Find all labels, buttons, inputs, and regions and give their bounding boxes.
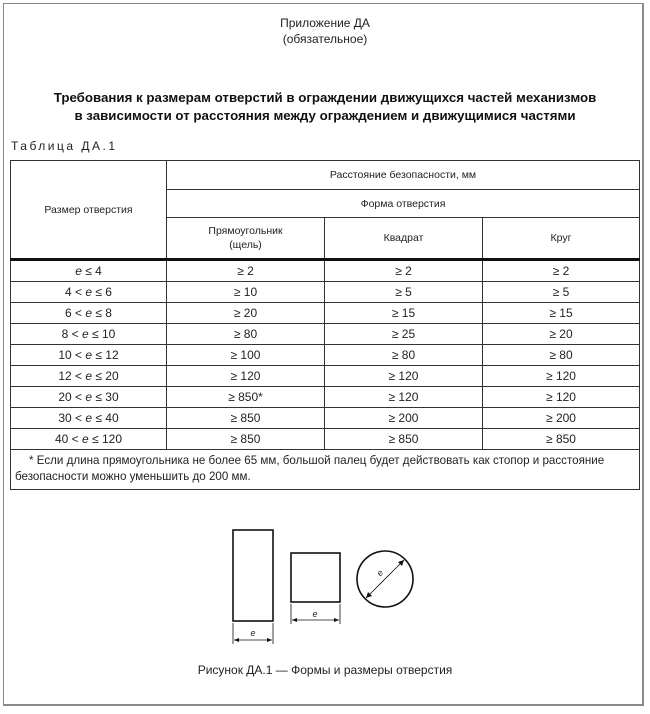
size-var: e xyxy=(85,285,93,299)
size-post: ≤ 30 xyxy=(92,390,119,404)
rect-distance-cell: ≥ 20 xyxy=(167,303,325,324)
size-pre: 20 < xyxy=(58,390,86,404)
circle-dimension-label: e xyxy=(374,567,386,579)
size-pre: 40 < xyxy=(55,432,83,446)
table-row xyxy=(11,387,640,408)
size-var: e xyxy=(82,432,89,446)
size-var: e xyxy=(85,390,93,404)
circle-distance-cell: ≥ 200 xyxy=(483,408,640,429)
header-opening-size: Размер отверстия xyxy=(11,161,167,260)
rect-distance-cell: ≥ 850 xyxy=(167,429,325,450)
header-square: Квадрат xyxy=(325,218,483,260)
square-distance-cell: ≥ 850 xyxy=(325,429,483,450)
square-distance-cell: ≥ 5 xyxy=(325,282,483,303)
circle-shape xyxy=(357,551,413,607)
opening-size-cell xyxy=(11,260,167,282)
circle-distance-cell: ≥ 15 xyxy=(483,303,640,324)
square-distance-cell: ≥ 120 xyxy=(325,366,483,387)
rect-distance-cell: ≥ 10 xyxy=(167,282,325,303)
opening-size-cell xyxy=(11,429,167,450)
table-row xyxy=(11,282,640,303)
header-opening-shape: Форма отверстия xyxy=(167,190,640,218)
circle-distance-cell: ≥ 2 xyxy=(483,260,640,282)
square-distance-cell: ≥ 2 xyxy=(325,260,483,282)
requirements-table xyxy=(10,160,640,490)
size-var: e xyxy=(85,348,93,362)
footnote xyxy=(11,450,640,490)
size-post: ≤ 6 xyxy=(92,285,112,299)
table-row xyxy=(11,303,640,324)
size-post: ≤ 20 xyxy=(92,369,119,383)
table-row xyxy=(11,408,640,429)
rect-distance-cell: ≥ 100 xyxy=(167,345,325,366)
size-post: ≤ 8 xyxy=(92,306,112,320)
footnote-row xyxy=(11,450,640,490)
header-safety-distance: Расстояние безопасности, мм xyxy=(167,161,640,190)
circle-distance-cell: ≥ 120 xyxy=(483,366,640,387)
appendix-subtitle: (обязательное) xyxy=(282,32,368,46)
size-pre: 30 < xyxy=(58,411,86,425)
square-shape xyxy=(291,553,340,624)
size-pre: 6 < xyxy=(65,306,86,320)
header-rectangle-line1: Прямоугольник xyxy=(208,225,283,237)
size-var: e xyxy=(85,306,93,320)
size-post: ≤ 4 xyxy=(81,264,102,278)
footnote-text: * Если длина прямоугольника не более 65 мм, большой палец будет действовать как стопор и расстояние безопасности можно уменьшить до 200 мм. xyxy=(15,454,605,483)
circle-distance-cell: ≥ 20 xyxy=(483,324,640,345)
square-distance-cell: ≥ 120 xyxy=(325,387,483,408)
square-distance-cell: ≥ 25 xyxy=(325,324,483,345)
header-rectangle xyxy=(167,218,325,260)
size-var: e xyxy=(75,264,82,278)
header-circle: Круг xyxy=(483,218,640,260)
size-var: e xyxy=(82,327,89,341)
opening-size-cell xyxy=(11,387,167,408)
header-rectangle-line2: (щель) xyxy=(229,239,262,251)
circle-distance-cell: ≥ 120 xyxy=(483,387,640,408)
rect-distance-cell: ≥ 850 xyxy=(167,408,325,429)
table-row xyxy=(11,260,640,282)
opening-size-cell xyxy=(11,345,167,366)
rect-distance-cell: ≥ 2 xyxy=(167,260,325,282)
square-dimension-label: e xyxy=(312,609,318,619)
table-row xyxy=(11,324,640,345)
rect-distance-cell: ≥ 850* xyxy=(167,387,325,408)
square-distance-cell: ≥ 200 xyxy=(325,408,483,429)
opening-shapes-figure xyxy=(225,525,425,650)
rect-distance-cell: ≥ 120 xyxy=(167,366,325,387)
size-post: ≤ 10 xyxy=(88,327,116,341)
table-row xyxy=(11,366,640,387)
opening-size-cell xyxy=(11,282,167,303)
circle-distance-cell: ≥ 850 xyxy=(483,429,640,450)
rectangle-shape xyxy=(233,530,273,644)
table-row xyxy=(11,345,640,366)
appendix-heading xyxy=(0,15,650,47)
circle-distance-cell: ≥ 80 xyxy=(483,345,640,366)
opening-size-cell xyxy=(11,324,167,345)
figure-caption: Рисунок ДА.1 — Формы и размеры отверстия xyxy=(197,663,453,677)
size-pre: 8 < xyxy=(61,327,83,341)
document-title xyxy=(0,89,650,125)
header-row-1 xyxy=(11,161,640,190)
opening-size-cell xyxy=(11,303,167,324)
opening-size-cell xyxy=(11,408,167,429)
square-distance-cell: ≥ 80 xyxy=(325,345,483,366)
opening-size-cell xyxy=(11,366,167,387)
size-pre: 4 < xyxy=(65,285,86,299)
size-var: e xyxy=(85,411,93,425)
size-post: ≤ 12 xyxy=(92,348,119,362)
document-title-line1: Требования к размерам отверстий в ограждении движущихся частей механизмов xyxy=(53,90,597,105)
rect-dimension-label: e xyxy=(250,628,256,638)
document-title-line2: в зависимости от расстояния между ограждением и движущимися частями xyxy=(74,108,576,123)
size-var: e xyxy=(85,369,93,383)
appendix-title: Приложение ДА xyxy=(280,16,370,30)
table-label: Таблица ДА.1 xyxy=(11,139,118,153)
size-pre: 10 < xyxy=(58,348,86,362)
size-pre: 12 < xyxy=(58,369,86,383)
circle-distance-cell: ≥ 5 xyxy=(483,282,640,303)
table-row xyxy=(11,429,640,450)
size-post: ≤ 120 xyxy=(88,432,122,446)
rect-distance-cell: ≥ 80 xyxy=(167,324,325,345)
square-distance-cell: ≥ 15 xyxy=(325,303,483,324)
size-post: ≤ 40 xyxy=(92,411,119,425)
